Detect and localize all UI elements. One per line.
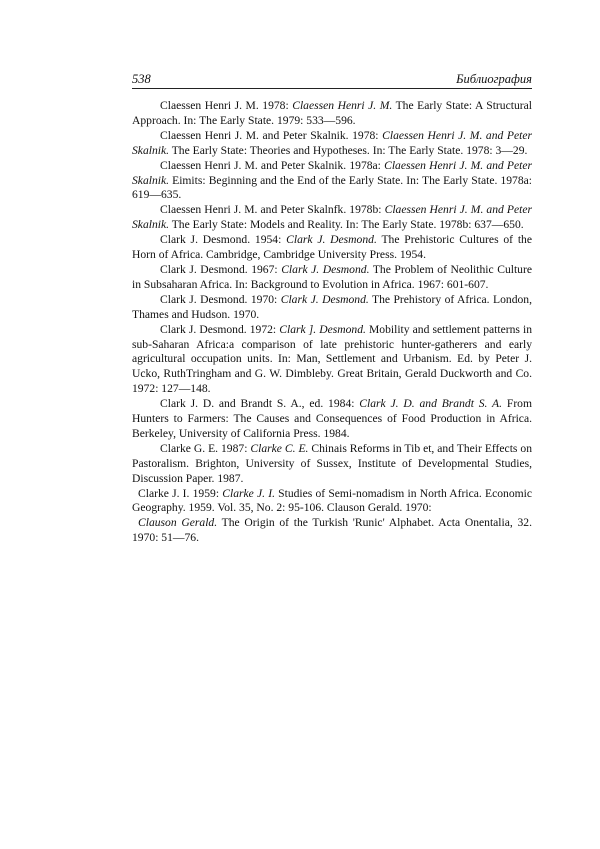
bibliography-entry: Clarke G. E. 1987: Clarke C. E. Chinais Reforms in Tib et, and Their Effects on Pastoralism. Brighton, University of Sussex, Institute of Developmental Studies, Discussion Paper. 1987. bbox=[132, 441, 532, 485]
header-rule bbox=[132, 88, 532, 89]
bibliography-entry: Claessen Henri J. M. 1978: Claessen Henri J. M. The Early State: A Structural Approach. In: The Early State. 1979: 533—596. bbox=[132, 99, 532, 127]
bibliography-entry: Clark J. D. and Brandt S. A., ed. 1984: Clark J. D. and Brandt S. A. From Hunters to Farmers: The Causes and Consequences of Food Production in Africa. Berkeley, University of California Press. 1984. bbox=[132, 397, 532, 440]
bibliography-entry: Claessen Henri J. M. and Peter Skalnik. 1978: Claessen Henri J. M. and Peter Skalnik. The Early State: Theories and Hypotheses. In: The Early State. 1978: 3—29. bbox=[132, 128, 532, 157]
bibliography-entry: Clauson Gerald. The Origin of the Turkish 'Runic' Alphabet. Acta Onentalia, 32. 1970: 51—76. bbox=[132, 516, 533, 545]
bibliography-list bbox=[132, 99, 532, 546]
running-head bbox=[132, 72, 532, 88]
bibliography-entry: Clark J. Desmond. 1954: Clark J. Desmond. The Prehistoric Cultures of the Horn of Africa. Cambridge, Cambridge University Press. 1954. bbox=[132, 233, 532, 262]
bibliography-entry: Clark J. Desmond. 1972: Clark ]. Desmond. Mobility and settlement patterns in sub-Saharan Africa:a comparison of late prehistoric hunter-gatherers and early agricultural occupation units. In: Man, Settlement and Urbanism. Ed. by Peter J. Ucko, RuthTringham and G. W. Dimbleby. Great Britain, Gerald Duckworth and Co. 1972: 127—148. bbox=[132, 322, 532, 396]
bibliography-entry: Claessen Henri J. M. and Peter Skalnik. 1978a: Claessen Henri J. M. and Peter Skalnik. Eimits: Beginning and the End of the Early State. In: The Early State. 1978a: 619—635. bbox=[132, 158, 532, 202]
bibliography-entry: Clark J. Desmond. 1970: Clark J. Desmond. The Prehistory of Africa. London, Thames and Hudson. 1970. bbox=[132, 292, 532, 321]
bibliography-entry: Clarke J. I. 1959: Clarke J. I. Studies of Semi-nomadism in North Africa. Economic Geography. 1959. Vol. 35, No. 2: 95-106. Clauson Gerald. 1970: bbox=[132, 486, 533, 515]
page-number: 538 bbox=[132, 72, 151, 86]
bibliography-entry: Claessen Henri J. M. and Peter Skalnfk. 1978b: Claessen Henri J. M. and Peter Skalnik. The Early State: Models and Reality. In: The Early State. 1978b: 637—650. bbox=[132, 203, 532, 232]
section-title: Библиография bbox=[456, 72, 532, 86]
bibliography-entry: Clark J. Desmond. 1967: Clark J. Desmond. The Problem of Neolithic Culture in Subsaharan Africa. In: Background to Evolution in Africa. 1967: 601-607. bbox=[132, 262, 532, 291]
